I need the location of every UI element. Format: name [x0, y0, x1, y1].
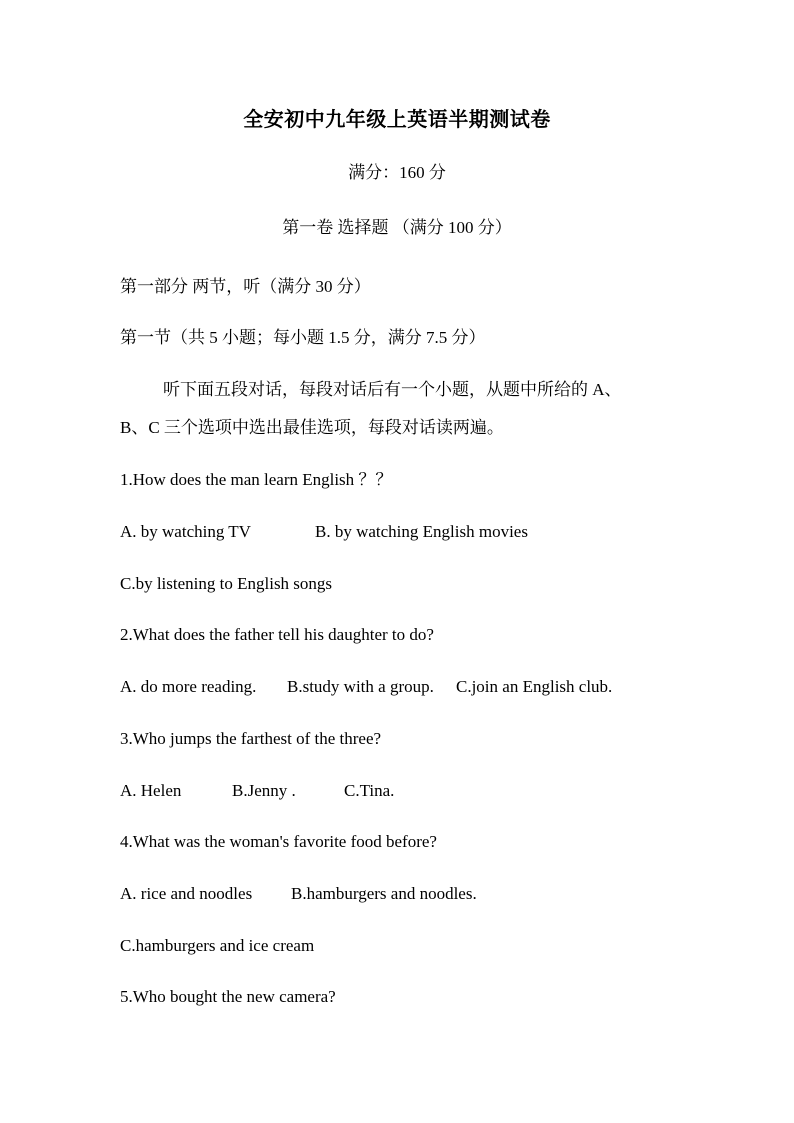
question-3-option-a: A. Helen: [120, 781, 182, 800]
question-1-option-b: B. by watching English movies: [315, 522, 528, 541]
question-1: 1.How does the man learn English ？？: [120, 470, 393, 489]
question-5: 5.Who bought the new camera?: [120, 987, 336, 1006]
instruction-line-1: 听下面五段对话，每段对话后有一个小题，从题中所给的 A、: [163, 380, 622, 399]
exam-title: 全安初中九年级上英语半期测试卷: [243, 109, 551, 131]
total-score: 满分：160 分: [348, 163, 446, 182]
question-4-option-b: B.hamburgers and noodles.: [291, 884, 477, 903]
instruction-line-2: B、C 三个选项中选出最佳选项，每段对话读两遍。: [120, 418, 504, 437]
question-3-option-c: C.Tina.: [344, 781, 395, 800]
question-3-option-b: B.Jenny .: [232, 781, 296, 800]
question-2-option-a: A. do more reading.: [120, 677, 257, 696]
question-4: 4.What was the woman's favorite food before?: [120, 832, 437, 851]
part-heading: 第一部分 两节，听（满分 30 分）: [120, 277, 371, 296]
section-heading: 第一节（共 5 小题；每小题 1.5 分，满分 7.5 分）: [120, 328, 486, 347]
volume-heading: 第一卷 选择题 （满分 100 分）: [282, 218, 512, 237]
question-1-option-a: A. by watching TV: [120, 522, 251, 541]
question-2-option-c: C.join an English club.: [456, 677, 613, 696]
question-2-option-b: B.study with a group.: [287, 677, 434, 696]
question-3: 3.Who jumps the farthest of the three?: [120, 729, 382, 748]
question-1-option-c: C.by listening to English songs: [120, 574, 333, 593]
question-2: 2.What does the father tell his daughter to do?: [120, 625, 434, 644]
question-4-option-c: C.hamburgers and ice cream: [120, 936, 315, 955]
question-4-option-a: A. rice and noodles: [120, 884, 253, 903]
